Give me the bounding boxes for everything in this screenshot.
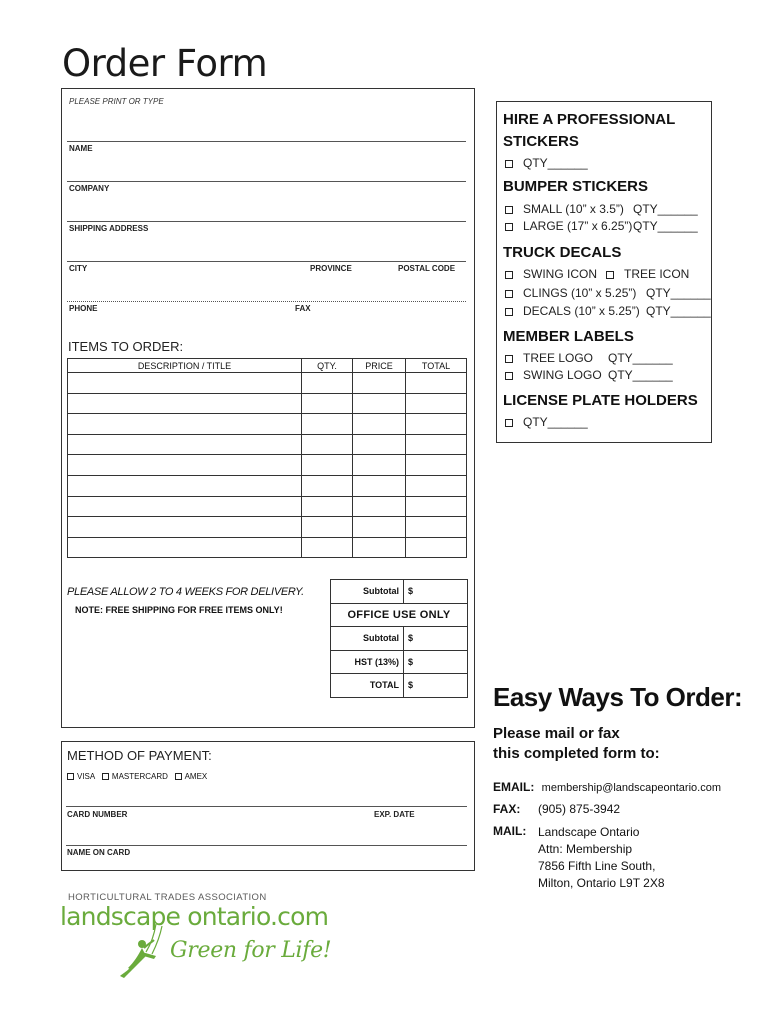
qty-cell[interactable] bbox=[302, 475, 353, 496]
checkbox-icon bbox=[606, 271, 614, 279]
table-row bbox=[68, 373, 467, 394]
total-cell[interactable] bbox=[406, 537, 467, 558]
truck-tree-option[interactable] bbox=[606, 267, 689, 281]
total-cell[interactable] bbox=[406, 455, 467, 476]
checkbox-icon bbox=[505, 419, 513, 427]
email-label: EMAIL: bbox=[493, 780, 535, 794]
hire-heading-1: HIRE A PROFESSIONAL bbox=[503, 111, 676, 128]
checkbox-icon bbox=[505, 223, 513, 231]
hst-field[interactable]: $ bbox=[404, 650, 468, 674]
description-cell[interactable] bbox=[68, 455, 302, 476]
mail-fax-line-1: Please mail or fax bbox=[493, 725, 620, 742]
order-ways-heading: Easy Ways To Order: bbox=[493, 682, 743, 712]
name-on-card-label: NAME ON CARD bbox=[67, 848, 131, 857]
bumper-large-option[interactable] bbox=[505, 219, 698, 233]
truck-heading: TRUCK DECALS bbox=[503, 244, 622, 261]
items-body bbox=[68, 373, 467, 558]
bumper-heading: BUMPER STICKERS bbox=[503, 178, 649, 195]
province-label: PROVINCE bbox=[310, 264, 352, 273]
address-line-2: Attn: Membership bbox=[538, 842, 633, 856]
qty-cell[interactable] bbox=[302, 517, 353, 538]
office-subtotal-field[interactable]: $ bbox=[404, 627, 468, 651]
logo-name: landscape ontario.com bbox=[60, 902, 329, 931]
fax-contact-label: FAX: bbox=[493, 802, 521, 816]
bumper-small-label: SMALL (10” x 3.5”) bbox=[523, 202, 624, 216]
checkbox-icon bbox=[505, 160, 513, 168]
total-cell[interactable] bbox=[406, 393, 467, 414]
shipping-label: SHIPPING ADDRESS bbox=[69, 224, 149, 233]
price-cell[interactable] bbox=[353, 455, 406, 476]
license-qty: QTY______ bbox=[523, 415, 588, 429]
email-link[interactable]: membership@landscapeontario.com bbox=[541, 782, 721, 794]
email-row bbox=[493, 780, 721, 794]
qty-cell[interactable] bbox=[302, 434, 353, 455]
visa-checkbox[interactable] bbox=[67, 772, 95, 781]
member-swing-option[interactable] bbox=[505, 368, 673, 382]
address-line-4: Milton, Ontario L9T 2X8 bbox=[538, 876, 665, 890]
checkbox-icon bbox=[175, 773, 182, 780]
truck-tree-label: TREE ICON bbox=[624, 267, 690, 281]
price-cell[interactable] bbox=[353, 475, 406, 496]
qty-cell[interactable] bbox=[302, 537, 353, 558]
table-row bbox=[68, 455, 467, 476]
shipping-note: NOTE: FREE SHIPPING FOR FREE ITEMS ONLY! bbox=[75, 605, 283, 615]
exp-date-label: EXP. DATE bbox=[374, 810, 415, 819]
total-cell[interactable] bbox=[406, 475, 467, 496]
city-label: CITY bbox=[69, 264, 88, 273]
fax-label: FAX bbox=[295, 304, 311, 313]
phone-line[interactable] bbox=[67, 301, 466, 302]
table-row bbox=[68, 517, 467, 538]
swing-figure-icon bbox=[118, 922, 178, 980]
truck-swing-option[interactable] bbox=[505, 267, 597, 281]
member-tree-option[interactable] bbox=[505, 351, 673, 365]
mail-fax-instruction bbox=[493, 724, 660, 764]
col-description: DESCRIPTION / TITLE bbox=[68, 359, 302, 373]
bumper-large-qty: QTY______ bbox=[633, 219, 698, 233]
logo-org: HORTICULTURAL TRADES ASSOCIATION bbox=[68, 892, 267, 903]
phone-label: PHONE bbox=[69, 304, 98, 313]
name-line[interactable] bbox=[67, 141, 466, 142]
qty-cell[interactable] bbox=[302, 455, 353, 476]
office-subtotal-label: Subtotal bbox=[331, 627, 404, 651]
member-swing-qty: QTY______ bbox=[608, 368, 673, 382]
truck-decals-option[interactable] bbox=[505, 304, 711, 318]
description-cell[interactable] bbox=[68, 517, 302, 538]
bumper-small-qty: QTY______ bbox=[633, 202, 698, 216]
card-number-line[interactable] bbox=[66, 806, 467, 807]
total-field[interactable]: $ bbox=[404, 674, 468, 698]
col-total: TOTAL bbox=[406, 359, 467, 373]
bumper-small-option[interactable] bbox=[505, 202, 698, 216]
total-cell[interactable] bbox=[406, 517, 467, 538]
checkbox-icon bbox=[505, 290, 513, 298]
payment-options bbox=[67, 772, 207, 781]
description-cell[interactable] bbox=[68, 434, 302, 455]
price-cell[interactable] bbox=[353, 414, 406, 435]
price-cell[interactable] bbox=[353, 393, 406, 414]
qty-cell[interactable] bbox=[302, 393, 353, 414]
page-title: Order Form bbox=[62, 42, 268, 85]
description-cell[interactable] bbox=[68, 373, 302, 394]
mail-row bbox=[493, 824, 713, 890]
fax-row bbox=[493, 802, 621, 816]
items-header-row bbox=[68, 359, 467, 373]
logo bbox=[60, 890, 330, 980]
postal-code-label: POSTAL CODE bbox=[398, 264, 456, 273]
hire-qty-option[interactable] bbox=[505, 156, 588, 170]
table-row bbox=[68, 537, 467, 558]
member-tree-label: TREE LOGO bbox=[523, 351, 594, 365]
amex-label: AMEX bbox=[184, 772, 208, 781]
name-on-card-line[interactable] bbox=[66, 845, 467, 846]
amex-checkbox[interactable] bbox=[175, 772, 208, 781]
checkbox-icon bbox=[102, 773, 109, 780]
license-qty-option[interactable] bbox=[505, 415, 588, 429]
visa-label: VISA bbox=[77, 772, 96, 781]
price-cell[interactable] bbox=[353, 517, 406, 538]
totals-table bbox=[330, 579, 468, 698]
col-qty: QTY. bbox=[302, 359, 353, 373]
license-heading: LICENSE PLATE HOLDERS bbox=[503, 392, 698, 409]
qty-cell[interactable] bbox=[302, 496, 353, 517]
hire-heading-2: STICKERS bbox=[503, 133, 579, 150]
checkbox-icon bbox=[505, 308, 513, 316]
col-price: PRICE bbox=[353, 359, 406, 373]
description-cell[interactable] bbox=[68, 414, 302, 435]
price-cell[interactable] bbox=[353, 434, 406, 455]
company-line[interactable] bbox=[67, 181, 466, 182]
fax-number: (905) 875-3942 bbox=[538, 802, 621, 816]
truck-swing-label: SWING ICON bbox=[523, 267, 597, 281]
member-tree-qty: QTY______ bbox=[608, 351, 673, 365]
truck-decals-qty: QTY______ bbox=[646, 304, 711, 318]
payment-heading: METHOD OF PAYMENT: bbox=[67, 748, 212, 763]
table-row bbox=[68, 414, 467, 435]
total-cell[interactable] bbox=[406, 414, 467, 435]
truck-clings-qty: QTY______ bbox=[646, 286, 711, 300]
subtotal-field[interactable]: $ bbox=[404, 580, 468, 604]
qty-cell[interactable] bbox=[302, 414, 353, 435]
subtotal-label: Subtotal bbox=[331, 580, 404, 604]
description-cell[interactable] bbox=[68, 496, 302, 517]
description-cell[interactable] bbox=[68, 475, 302, 496]
member-heading: MEMBER LABELS bbox=[503, 328, 634, 345]
address-line-3: 7856 Fifth Line South, bbox=[538, 859, 656, 873]
truck-clings-label: CLINGS (10” x 5.25”) bbox=[523, 286, 637, 300]
truck-clings-option[interactable] bbox=[505, 286, 711, 300]
table-row bbox=[68, 475, 467, 496]
table-row bbox=[68, 496, 467, 517]
price-cell[interactable] bbox=[353, 373, 406, 394]
description-cell[interactable] bbox=[68, 393, 302, 414]
checkbox-icon bbox=[505, 372, 513, 380]
mail-address bbox=[538, 824, 665, 892]
mail-fax-line-2: this completed form to: bbox=[493, 745, 660, 762]
card-number-label: CARD NUMBER bbox=[67, 810, 128, 819]
checkbox-icon bbox=[505, 206, 513, 214]
logo-tagline: Green for Life! bbox=[170, 938, 332, 963]
city-line[interactable] bbox=[67, 261, 466, 262]
total-cell[interactable] bbox=[406, 434, 467, 455]
member-swing-label: SWING LOGO bbox=[523, 368, 602, 382]
truck-decals-label: DECALS (10” x 5.25”) bbox=[523, 304, 640, 318]
price-cell[interactable] bbox=[353, 496, 406, 517]
price-cell[interactable] bbox=[353, 537, 406, 558]
office-use-label: OFFICE USE ONLY bbox=[331, 603, 468, 627]
mastercard-checkbox[interactable] bbox=[102, 772, 168, 781]
mail-label: MAIL: bbox=[493, 824, 527, 838]
company-label: COMPANY bbox=[69, 184, 110, 193]
items-heading: ITEMS TO ORDER: bbox=[68, 339, 184, 354]
checkbox-icon bbox=[67, 773, 74, 780]
delivery-note: PLEASE ALLOW 2 TO 4 WEEKS FOR DELIVERY. bbox=[67, 586, 304, 598]
shipping-line[interactable] bbox=[67, 221, 466, 222]
items-table bbox=[67, 358, 467, 558]
hst-label: HST (13%) bbox=[331, 650, 404, 674]
table-row bbox=[68, 434, 467, 455]
bumper-large-label: LARGE (17” x 6.25”) bbox=[523, 219, 633, 233]
description-cell[interactable] bbox=[68, 537, 302, 558]
total-label: TOTAL bbox=[331, 674, 404, 698]
address-line-1: Landscape Ontario bbox=[538, 825, 640, 839]
print-instruction: PLEASE PRINT OR TYPE bbox=[69, 97, 164, 106]
name-label: NAME bbox=[69, 144, 93, 153]
mastercard-label: MASTERCARD bbox=[111, 772, 168, 781]
checkbox-icon bbox=[505, 355, 513, 363]
total-cell[interactable] bbox=[406, 373, 467, 394]
checkbox-icon bbox=[505, 271, 513, 279]
qty-cell[interactable] bbox=[302, 373, 353, 394]
hire-qty: QTY______ bbox=[523, 156, 588, 170]
total-cell[interactable] bbox=[406, 496, 467, 517]
table-row bbox=[68, 393, 467, 414]
